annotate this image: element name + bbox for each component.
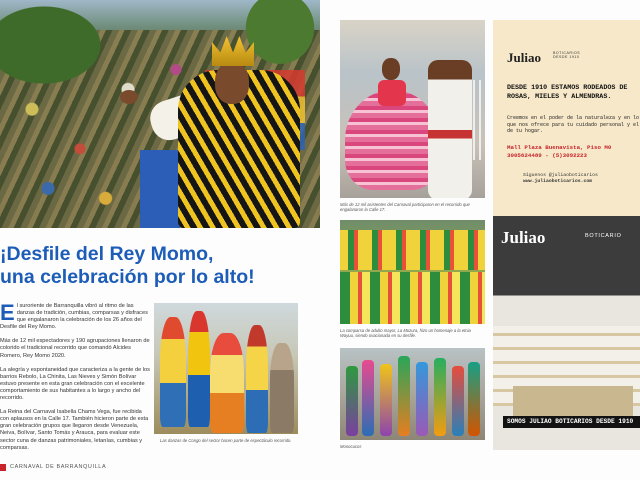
monocuco-figure bbox=[468, 362, 480, 436]
store-counter bbox=[513, 386, 633, 416]
ad-mall-address: Mall Plaza Buenavista, Piso M0 bbox=[507, 144, 612, 151]
comparsa-row bbox=[340, 230, 485, 270]
juliao-advertisement bbox=[493, 20, 640, 450]
dancer-figure bbox=[270, 343, 294, 433]
store-sign-subtitle: BOTICARIO bbox=[585, 233, 622, 239]
photo1-caption: Más de 12 mil asistentes del Carnaval participaron en el recorrido que engalanaron la Calle 17. bbox=[340, 202, 470, 213]
monocuco-figure bbox=[416, 362, 428, 436]
ad-social bbox=[523, 173, 640, 186]
headline-line1: ¡Desfile del Rey Momo, bbox=[0, 243, 214, 265]
dancers-photo-caption: Las danzas de Congo del sector hacen parte de espectáculo recorrido. bbox=[160, 438, 292, 443]
store-banner: SOMOS JULIAO BOTICARIOS DESDE 1910 bbox=[503, 416, 640, 428]
headline-line2: una celebración por lo alto! bbox=[0, 266, 255, 288]
cumbia-dancers-photo bbox=[340, 20, 485, 198]
ad-phones: 3005624489 - (5)3092223 bbox=[507, 152, 588, 159]
monocuco-figure bbox=[398, 356, 410, 436]
monocuco-figure bbox=[380, 364, 392, 436]
dancer-figure bbox=[246, 325, 268, 433]
dancer-bodice bbox=[378, 80, 406, 106]
comparsa-row bbox=[340, 272, 485, 324]
monocuco-figure bbox=[346, 366, 358, 436]
male-dancer bbox=[428, 60, 472, 198]
article-body bbox=[0, 300, 150, 459]
article-headline bbox=[0, 243, 300, 289]
juliao-logo: Juliao bbox=[507, 50, 541, 65]
ad-website-link[interactable]: www.juliaoboticarios.com bbox=[523, 179, 593, 185]
dancer-figure bbox=[210, 333, 244, 433]
paragraph-1-text: l suroriente de Barranquilla vibró al ritmo de las danzas de tradición, cumbias, comparsas y disfraces que engalanaron la celebración de los 26 años del Desfile del Rey Momo. bbox=[0, 303, 148, 331]
comparsa-photo bbox=[340, 220, 485, 324]
paragraph-4: La Reina del Carnaval Isabella Chams Vega, fue recibida con aplausos en la Calle 17. También hicieron parte de esta gran celebración grupos que llegaron desde Venezuela, Neiva, Bolívar, Santo Tomás y Arauca, para evaluar este sector cuna de danzas patrimoniales, letanías, cumbias y comparsas. bbox=[0, 409, 149, 451]
ad-location bbox=[507, 144, 640, 160]
page-footer: CARNAVAL DE BARRANQUILLA bbox=[10, 464, 107, 470]
dancer-figure bbox=[160, 317, 186, 427]
trees-left bbox=[0, 0, 110, 90]
paragraph-1 bbox=[0, 300, 150, 331]
ad-follow: Síguenos @juliaoboticarios bbox=[523, 173, 598, 178]
monocucos-photo bbox=[340, 348, 485, 440]
dropcap: E bbox=[0, 300, 15, 325]
paragraph-2: Más de 12 mil espectadores y 190 agrupaciones llenaron de colorido el tradicional recorrido que comandó Alcides Romero, Rey Momo 2020. bbox=[0, 338, 150, 359]
store-sign: Juliao bbox=[501, 228, 546, 247]
ad-text-panel bbox=[493, 20, 640, 216]
footer-accent-bar bbox=[0, 464, 6, 471]
king-hand bbox=[120, 90, 138, 104]
king-head bbox=[215, 62, 249, 104]
logo-sub-line2: DESDE 1910 bbox=[553, 55, 580, 60]
ad-body-text: Creemos en el poder de la naturaleza y en lo que nos ofrece para tu cuidado personal y el de tu hogar. bbox=[507, 115, 640, 135]
paragraph-3: La alegría y espontaneidad que caracteriza a la gente de los barrios Rebolo, La Chinita, Las Nieves y Simón Bolívar estuvo presente en esta gran celebración con el excelente comportamiento de sus habitantes a lo largo y ancho del recorrido. bbox=[0, 366, 150, 402]
parade-float bbox=[140, 150, 180, 228]
monocuco-figure bbox=[362, 360, 374, 436]
photo2-caption: La comparsa de adulto mayor, La Mozura, hizo un homenaje a la etnia Wayuu, siendo ovacionada en su desfile. bbox=[340, 328, 471, 339]
logo-subtitle bbox=[553, 51, 580, 60]
ad-headline: DESDE 1910 ESTAMOS RODEADOS DE ROSAS, MIELES Y ALMENDRAS. bbox=[507, 84, 628, 101]
dancer-head bbox=[382, 58, 400, 80]
photo3-caption: Monocucos bbox=[340, 444, 362, 449]
monocuco-figure bbox=[452, 366, 464, 436]
rey-momo-hero-photo bbox=[0, 0, 320, 228]
storefront-photo bbox=[493, 216, 640, 450]
congo-dancers-photo bbox=[154, 303, 298, 434]
monocuco-figure bbox=[434, 358, 446, 436]
dancer-figure bbox=[188, 311, 210, 427]
logo-sub-line1: BOTICARIOS bbox=[553, 51, 581, 55]
